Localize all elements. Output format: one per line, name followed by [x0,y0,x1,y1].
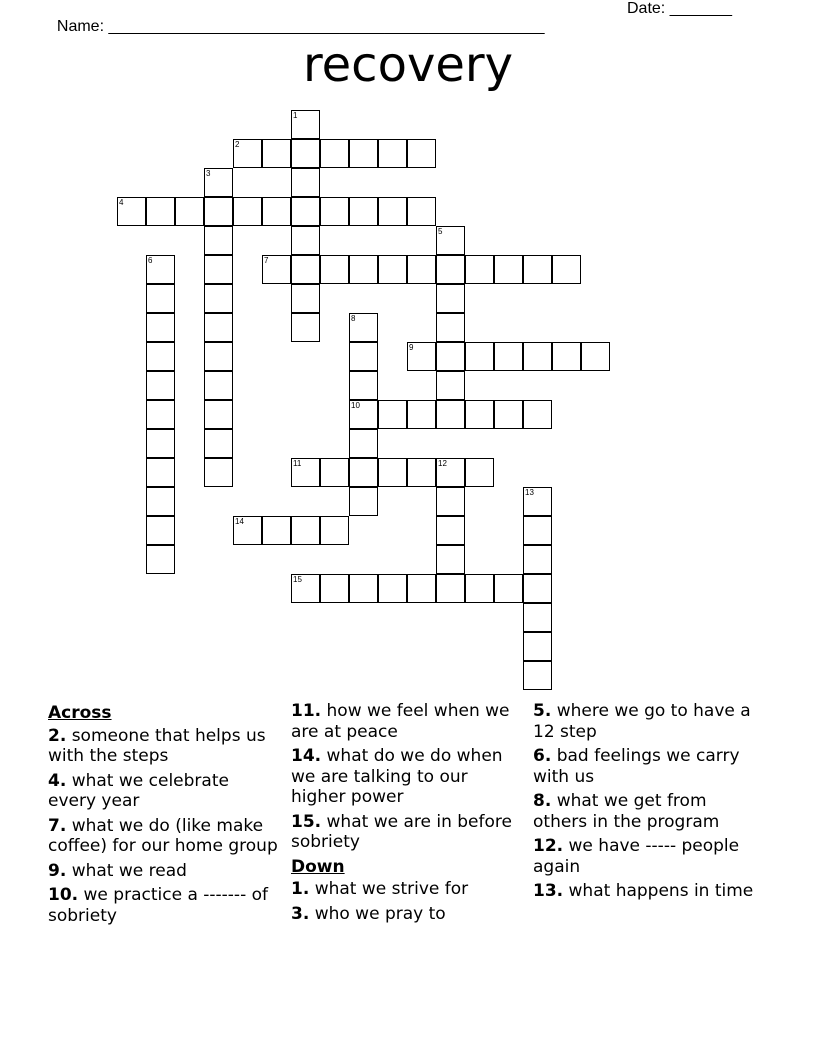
clue-number: 10. [48,885,79,905]
clue-text: someone that helps us with the steps [48,725,266,766]
clue-number: 14. [291,746,322,766]
grid-cell[interactable] [291,226,320,255]
clue-number: 7. [48,815,67,836]
grid-cell[interactable] [146,545,175,574]
grid-cell[interactable] [320,458,349,487]
clue-down [533,881,765,902]
clue-across [48,726,280,767]
grid-cell[interactable] [407,342,436,371]
cell-number: 10 [351,401,360,410]
grid-cell[interactable] [146,516,175,545]
cell-number: 13 [525,488,534,497]
cell-number: 12 [438,459,447,468]
grid-cell[interactable] [378,574,407,603]
grid-cell[interactable] [378,458,407,487]
clue-text: who we pray to [309,903,446,924]
clue-text: bad feelings we carry with us [533,746,740,787]
grid-cell[interactable] [523,255,552,284]
across-heading: Across [48,703,112,723]
grid-cell[interactable] [494,574,523,603]
down-heading: Down [291,856,345,877]
grid-cell[interactable] [233,516,262,545]
grid-cell[interactable] [465,255,494,284]
grid-cell[interactable] [204,168,233,197]
grid-cell[interactable] [204,458,233,487]
grid-cell[interactable] [146,400,175,429]
grid-cell[interactable] [320,255,349,284]
clue-column-2 [291,701,523,928]
grid-cell[interactable] [262,255,291,284]
grid-cell[interactable] [523,400,552,429]
grid-cell[interactable] [378,139,407,168]
grid-cell[interactable] [436,255,465,284]
grid-cell[interactable] [320,574,349,603]
clue-across [291,812,523,853]
clue-across [291,701,523,742]
grid-cell[interactable] [349,400,378,429]
clue-number: 5. [533,701,552,721]
grid-cell[interactable] [523,342,552,371]
grid-cell[interactable] [407,458,436,487]
grid-cell[interactable] [407,255,436,284]
grid-cell[interactable] [146,429,175,458]
grid-cell[interactable] [465,458,494,487]
clue-number: 11. [291,701,322,721]
grid-cell[interactable] [378,197,407,226]
grid-cell[interactable] [291,139,320,168]
grid-cell[interactable] [146,284,175,313]
grid-cell[interactable] [523,661,552,690]
cell-number: 3 [206,169,211,178]
grid-cell[interactable] [175,197,204,226]
cell-number: 5 [438,227,443,236]
grid-cell[interactable] [436,458,465,487]
grid-cell[interactable] [436,342,465,371]
grid-cell[interactable] [291,110,320,139]
clue-text: what we get from others in the program [533,791,720,832]
grid-cell[interactable] [291,313,320,342]
grid-cell[interactable] [436,400,465,429]
grid-cell[interactable] [262,139,291,168]
grid-cell[interactable] [320,516,349,545]
grid-cell[interactable] [291,197,320,226]
clue-text: what we strive for [309,879,469,899]
grid-cell[interactable] [291,255,320,284]
clue-across [48,771,280,812]
grid-cell[interactable] [349,197,378,226]
grid-cell[interactable] [320,197,349,226]
grid-cell[interactable] [291,284,320,313]
grid-cell[interactable] [204,400,233,429]
grid-cell[interactable] [436,487,465,516]
grid-cell[interactable] [117,197,146,226]
grid-cell[interactable] [204,313,233,342]
grid-cell[interactable] [204,342,233,371]
grid-cell[interactable] [465,574,494,603]
grid-cell[interactable] [146,255,175,284]
grid-cell[interactable] [407,139,436,168]
grid-cell[interactable] [523,603,552,632]
grid-cell[interactable] [204,197,233,226]
grid-cell[interactable] [146,313,175,342]
clue-across [48,861,280,882]
clue-down [533,701,765,742]
clue-text: what we read [66,860,187,881]
clue-number: 4. [48,770,67,791]
grid-cell[interactable] [436,545,465,574]
clue-number: 8. [533,791,552,811]
name-label: Name: [56,18,109,35]
grid-cell[interactable] [233,197,262,226]
page-title: recovery [302,37,514,93]
cell-number: 8 [351,314,356,323]
grid-cell[interactable] [349,574,378,603]
grid-cell[interactable] [436,516,465,545]
grid-cell[interactable] [146,458,175,487]
cell-number: 11 [293,459,302,468]
clue-number: 3. [291,903,310,924]
grid-cell[interactable] [523,574,552,603]
clue-text: what we are in before sobriety [291,811,512,852]
grid-cell[interactable] [291,574,320,603]
date-label: Date: [627,0,670,17]
grid-cell[interactable] [146,487,175,516]
grid-cell[interactable] [523,632,552,661]
clue-text: we have ----- people again [533,836,740,877]
grid-cell[interactable] [494,400,523,429]
grid-cell[interactable] [378,400,407,429]
grid-cell[interactable] [494,255,523,284]
clue-text: where we go to have a 12 step [533,701,751,742]
name-blank[interactable]: _________________________________________________ [108,18,545,35]
cell-number: 14 [235,517,244,526]
clue-down [533,746,765,787]
grid-cell[interactable] [494,342,523,371]
grid-cell[interactable] [407,400,436,429]
clue-down [291,879,523,900]
clue-number: 1. [291,879,310,899]
clue-number: 2. [48,725,67,746]
grid-cell[interactable] [523,516,552,545]
clue-text: how we feel when we are at peace [291,701,510,742]
cell-number: 7 [264,256,269,265]
grid-cell[interactable] [262,516,291,545]
grid-cell[interactable] [204,255,233,284]
clue-number: 15. [291,811,322,832]
cell-number: 15 [293,575,302,584]
grid-cell[interactable] [320,139,349,168]
clue-across [48,816,280,857]
grid-cell[interactable] [349,458,378,487]
clue-text: we practice a ------- of sobriety [48,885,268,926]
clue-number: 9. [48,860,67,881]
grid-cell[interactable] [407,574,436,603]
grid-cell[interactable] [349,487,378,516]
cell-number: 2 [235,140,240,149]
clue-down [291,904,523,925]
cell-number: 4 [119,198,124,207]
grid-cell[interactable] [436,226,465,255]
grid-cell[interactable] [436,574,465,603]
clue-number: 12. [533,836,564,856]
clue-down [533,791,765,832]
grid-cell[interactable] [262,197,291,226]
grid-cell[interactable] [349,342,378,371]
grid-cell[interactable] [204,429,233,458]
grid-cell[interactable] [436,284,465,313]
grid-cell[interactable] [552,255,581,284]
grid-cell[interactable] [233,139,262,168]
grid-cell[interactable] [291,458,320,487]
grid-cell[interactable] [581,342,610,371]
grid-cell[interactable] [291,168,320,197]
grid-cell[interactable] [407,197,436,226]
cell-number: 1 [293,111,298,120]
clue-text: what happens in time [563,881,754,901]
grid-cell[interactable] [146,342,175,371]
grid-cell[interactable] [349,313,378,342]
clue-text: what we do (like make coffee) for our home group [48,815,278,856]
grid-cell[interactable] [204,371,233,400]
grid-cell[interactable] [291,516,320,545]
grid-cell[interactable] [146,197,175,226]
clue-number: 13. [533,881,564,901]
grid-cell[interactable] [523,545,552,574]
clue-text: what we celebrate every year [48,770,229,811]
grid-cell[interactable] [349,429,378,458]
grid-cell[interactable] [349,371,378,400]
grid-cell[interactable] [436,371,465,400]
grid-cell[interactable] [465,400,494,429]
clue-column-3 [533,701,765,906]
date-blank[interactable]: _______ [669,0,732,17]
clue-across [291,746,523,808]
grid-cell[interactable] [378,255,407,284]
grid-cell[interactable] [523,487,552,516]
clue-column-1 [48,701,280,930]
grid-cell[interactable] [146,371,175,400]
grid-cell[interactable] [349,139,378,168]
clue-text: what do we do when we are talking to our higher power [291,746,503,807]
clue-down [533,836,765,877]
grid-cell[interactable] [465,342,494,371]
grid-cell[interactable] [204,284,233,313]
clue-across [48,885,280,926]
grid-cell[interactable] [349,255,378,284]
cell-number: 9 [409,343,414,352]
grid-cell[interactable] [436,313,465,342]
grid-cell[interactable] [552,342,581,371]
clue-number: 6. [533,746,552,766]
cell-number: 6 [148,256,153,265]
grid-cell[interactable] [204,226,233,255]
